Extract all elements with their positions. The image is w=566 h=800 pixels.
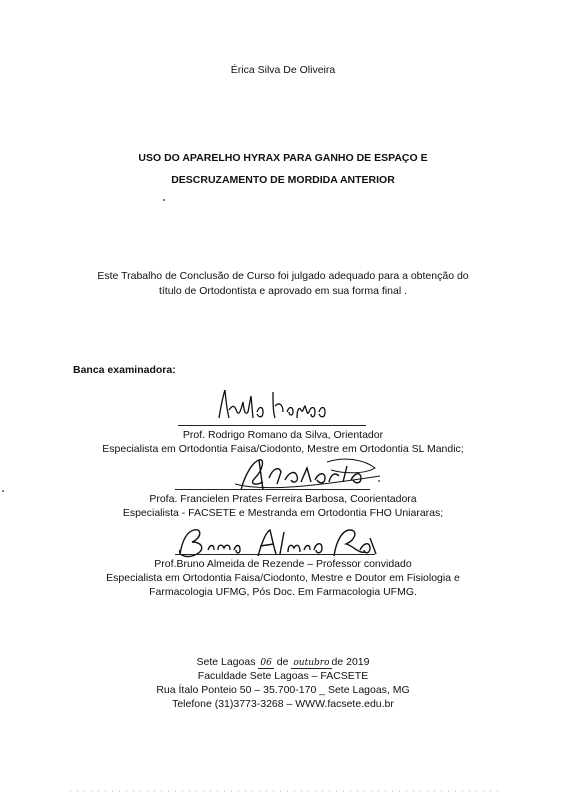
scan-speck	[163, 199, 165, 201]
member-1-name: Prof. Rodrigo Romano da Silva, Orientador	[182, 429, 384, 441]
signature-rodrigo	[215, 388, 335, 424]
institution-name: Faculdade Sete Lagoas – FACSETE	[197, 670, 369, 682]
thesis-title-line-1: USO DO APARELHO HYRAX PARA GANHO DE ESPAÇO E	[138, 152, 428, 164]
date-month: outubro	[293, 658, 330, 668]
member-2-name: Profa. Francielen Prates Ferreira Barbosa, Coorientadora	[149, 493, 417, 505]
approval-statement-line-1: Este Trabalho de Conclusão de Curso foi julgado adequado para a obtenção do	[97, 270, 469, 282]
signature-line	[178, 425, 366, 426]
approval-statement-line-2: título de Ortodontista e aprovado em sua forma final .	[158, 285, 408, 297]
banca-label: Banca examinadora:	[73, 364, 176, 376]
member-3-credentials-line-1: Especialista em Ortodontia Faisa/Ciodonto, Mestre e Doutor em Fisiologia e	[106, 572, 460, 584]
signature-line	[175, 554, 375, 555]
institution-phone: Telefone (31)3773-3268 – WWW.facsete.edu.br	[172, 698, 394, 710]
institution-address: Rua Ítalo Ponteio 50 – 35.700-170 _ Sete Lagoas, MG	[156, 684, 410, 696]
date-prefix: Sete Lagoas	[196, 656, 256, 668]
member-3-credentials-line-2: Farmacologia UFMG, Pós Doc. Em Farmacologia UFMG.	[149, 586, 417, 598]
member-1-credentials: Especialista em Ortodontia Faisa/Ciodonto, Mestre em Ortodontia SL Mandic;	[102, 443, 464, 455]
author-name: Érica Silva De Oliveira	[230, 64, 336, 76]
date-day: 06	[260, 658, 272, 668]
date-de: de	[276, 656, 289, 668]
date-year: de 2019	[331, 656, 370, 668]
scan-speck	[378, 480, 380, 482]
member-3-name: Prof.Bruno Almeida de Rezende – Professor convidado	[154, 558, 412, 570]
member-2-credentials: Especialista - FACSETE e Mestranda em Ortodontia FHO Uniararas;	[122, 507, 444, 519]
scan-noise	[70, 790, 500, 792]
scan-speck	[2, 490, 4, 492]
signature-line	[175, 489, 370, 490]
date-line	[0, 656, 566, 669]
thesis-title-line-2: DESCRUZAMENTO DE MORDIDA ANTERIOR	[171, 174, 395, 186]
